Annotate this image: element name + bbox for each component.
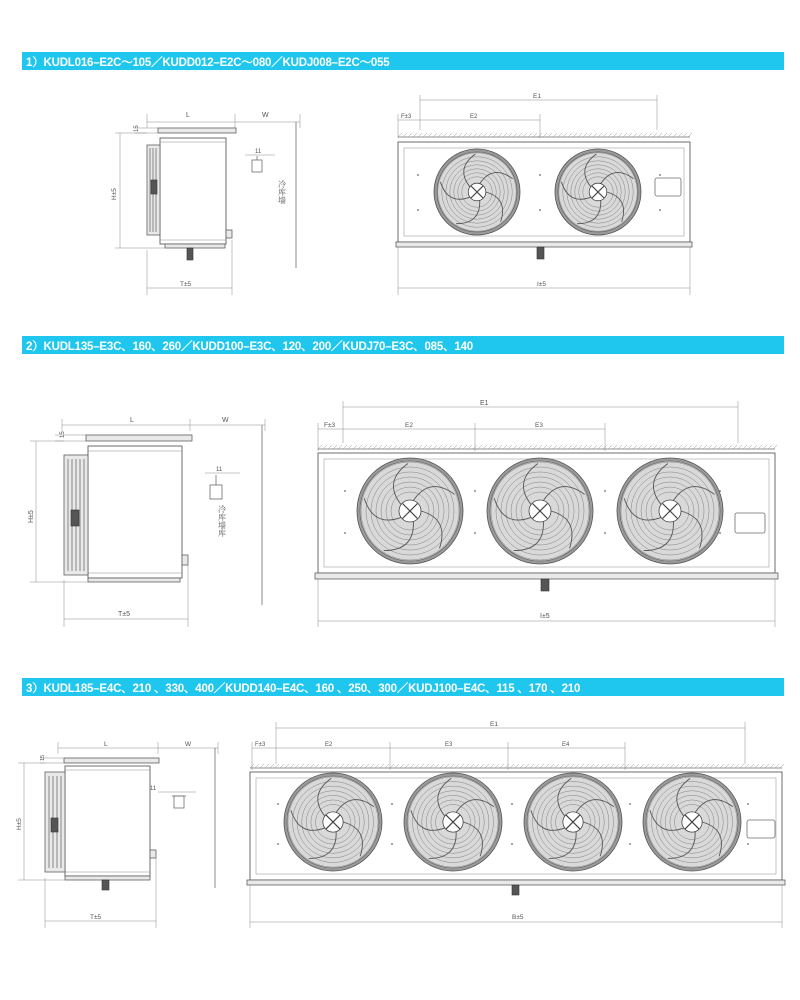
fan-3 [524, 773, 622, 871]
s2-label-top: 15 [60, 431, 66, 438]
s1-label-h: H±5 [111, 188, 118, 200]
s1-label-f: F±3 [401, 114, 412, 120]
section-3-front-view [0, 718, 800, 933]
s1-label-b: I±5 [537, 281, 546, 288]
s3-label-f: F±3 [255, 742, 266, 748]
s2-label-t: T±5 [118, 611, 131, 618]
s3-label-e4: E4 [562, 742, 570, 748]
fan-4 [643, 773, 741, 871]
s3-label-e3: E3 [445, 742, 453, 748]
section-2-title-band [22, 336, 784, 354]
s1-label-w: W [262, 112, 269, 119]
s3-label-t: T±5 [90, 914, 102, 921]
fan-1 [284, 773, 382, 871]
s1-label-top: 15 [134, 125, 140, 132]
s3-label-b: B±5 [512, 914, 524, 921]
s3-label-h: H±5 [16, 818, 23, 830]
s1-label-l: L [186, 112, 190, 119]
fan-1 [357, 458, 463, 564]
s1-label-wall: 冷库墙 [277, 180, 287, 204]
s2-label-e1: E1 [480, 400, 489, 407]
s2-label-e3: E3 [535, 422, 543, 429]
section-1-title: 1）KUDL016–E2C～105／KUDD012–E2C～080／KUDJ008–E2C～055 [26, 57, 390, 69]
section-2-title: 2）KUDL135–E3C、160、260／KUDD100–E3C、120、200／KUDJ70–E3C、085、140 [26, 341, 473, 353]
s1-label-e1: E1 [533, 93, 541, 100]
s3-label-e2: E2 [325, 742, 333, 748]
fan-2 [404, 773, 502, 871]
fan-3 [617, 458, 723, 564]
s2-label-l: L [130, 417, 134, 424]
s2-label-h: H±5 [28, 510, 35, 523]
s2-label-f: F±3 [324, 422, 336, 429]
s2-label-wall: 冷库墙库 [217, 505, 227, 537]
fan-2 [555, 149, 641, 235]
section-1-title-band [22, 52, 784, 70]
s1-label-t: T±5 [180, 281, 192, 288]
section-3-title-band [22, 678, 784, 696]
s2-label-e2: E2 [405, 422, 413, 429]
s3-label-l: L [104, 741, 108, 748]
s3-label-top: 15 [40, 754, 46, 761]
s3-label-pipe: 11 [150, 786, 157, 792]
s3-label-w: W [185, 741, 192, 748]
s2-label-pipe: 11 [216, 467, 223, 473]
section-1-front-view [0, 90, 800, 300]
fan-2 [487, 458, 593, 564]
s1-label-pipe: 11 [255, 149, 262, 155]
fan-1 [434, 149, 520, 235]
s2-label-b: I±5 [540, 613, 550, 620]
s3-label-e1: E1 [490, 721, 498, 728]
section-2-front-view [0, 395, 800, 630]
s2-label-w: W [222, 417, 229, 424]
s1-label-e2: E2 [470, 114, 478, 120]
section-3-title: 3）KUDL185–E4C、210 、330、400／KUDD140–E4C、160 、250、300／KUDJ100–E4C、115 、170 、210 [26, 683, 581, 695]
